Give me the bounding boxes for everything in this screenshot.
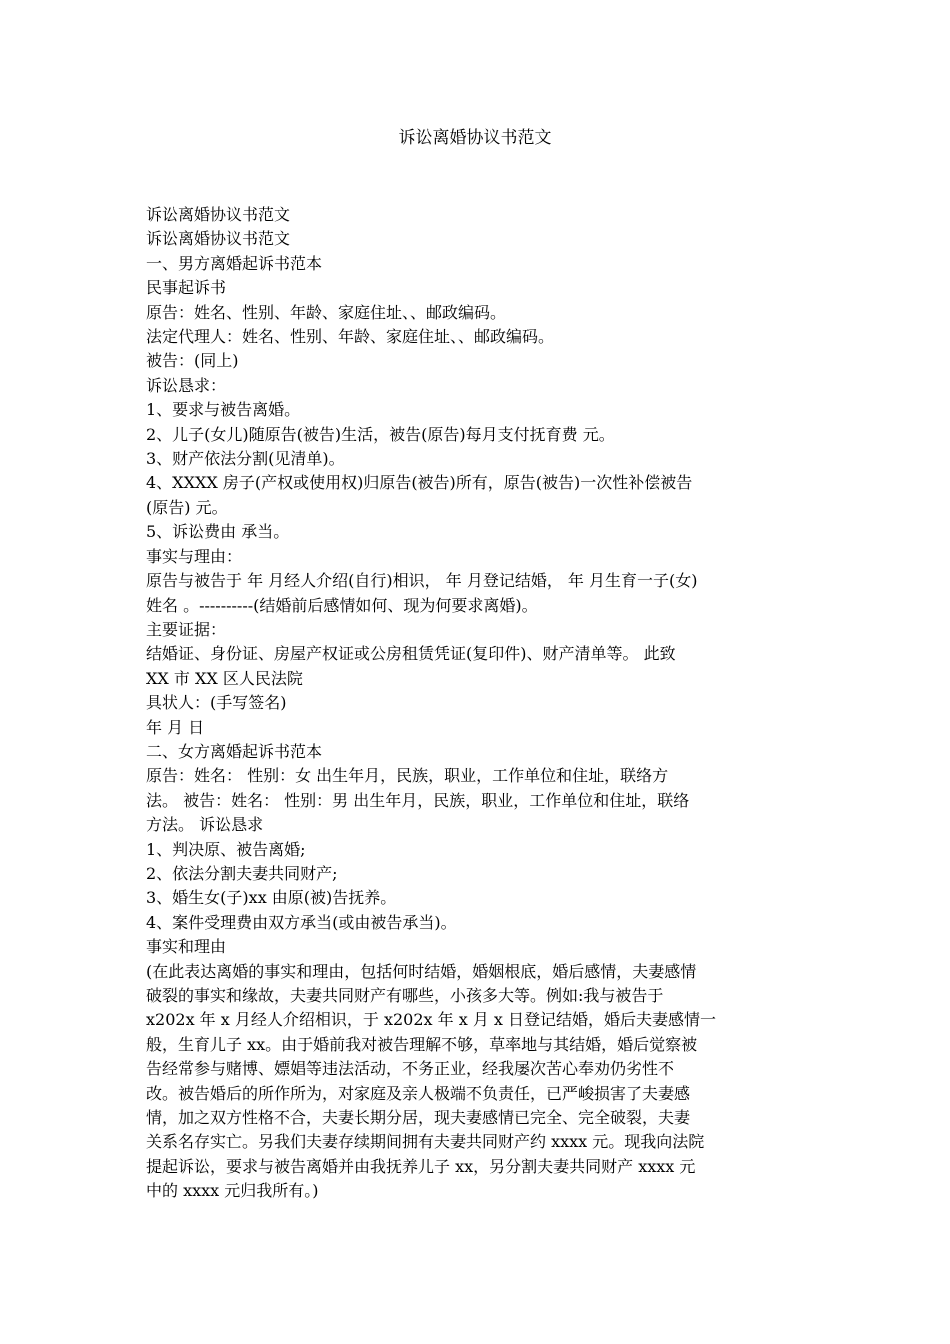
text-line: 关系名存实亡。另我们夫妻存续期间拥有夫妻共同财产约 xxxx 元。现我向法院 bbox=[146, 1132, 705, 1152]
text-line: 诉讼恳求： bbox=[146, 375, 227, 395]
text-line: 5、诉讼费由 承当。 bbox=[146, 522, 290, 542]
text-line: 事实和理由 bbox=[146, 937, 227, 957]
text-line: 3、财产依法分割(见清单)。 bbox=[146, 449, 345, 469]
text-line: 4、XXXX 房子(产权或使用权)归原告(被告)所有，原告(被告)一次性补偿被告 bbox=[146, 473, 693, 493]
text-line: 原告与被告于 年 月经人介绍(自行)相识， 年 月登记结婚， 年 月生育一子(女) bbox=[146, 571, 698, 591]
text-line: 提起诉讼，要求与被告离婚并由我抚养儿子 xx，另分割夫妻共同财产 xxxx 元 bbox=[146, 1156, 696, 1176]
text-line: 二、女方离婚起诉书范本 bbox=[146, 741, 323, 761]
text-line: 民事起诉书 bbox=[146, 278, 227, 298]
text-line: 诉讼离婚协议书范文 bbox=[146, 229, 291, 249]
text-line: XX 市 XX 区人民法院 bbox=[146, 668, 303, 688]
text-line: 4、案件受理费由双方承当(或由被告承当)。 bbox=[146, 912, 457, 932]
text-line: 事实与理由： bbox=[146, 546, 243, 566]
text-line: 中的 xxxx 元归我所有。) bbox=[146, 1181, 319, 1201]
text-line: 被告：(同上) bbox=[146, 351, 239, 371]
text-line: 主要证据： bbox=[146, 619, 227, 639]
document-body bbox=[146, 203, 806, 1204]
text-line: 2、儿子(女儿)随原告(被告)生活，被告(原告)每月支付抚育费 元。 bbox=[146, 424, 615, 444]
text-line: 情，加之双方性格不合，夫妻长期分居，现夫妻感情已完全、完全破裂，夫妻 bbox=[146, 1108, 691, 1128]
text-line: 年 月 日 bbox=[146, 717, 205, 737]
text-line: 1、判决原、被告离婚; bbox=[146, 839, 306, 859]
text-line: 法定代理人：姓名、性别、年龄、家庭住址、、邮政编码。 bbox=[146, 327, 555, 347]
text-line: (在此表达离婚的事实和理由，包括何时结婚，婚姻根底，婚后感情，夫妻感情 bbox=[146, 961, 697, 981]
text-line: 结婚证、身份证、房屋产权证或公房租赁凭证(复印件)、财产清单等。 此致 bbox=[146, 644, 676, 664]
text-line: 具状人：(手写签名) bbox=[146, 693, 287, 713]
text-line: 告经常参与赌博、嫖娼等违法活动，不务正业，经我屡次苦心奉劝仍劣性不 bbox=[146, 1059, 675, 1079]
text-line: 1、要求与被告离婚。 bbox=[146, 400, 301, 420]
text-line: 方法。 诉讼恳求 bbox=[146, 815, 264, 835]
text-line: 破裂的事实和缘故，夫妻共同财产有哪些，小孩多大等。例如:我与被告于 bbox=[146, 986, 664, 1005]
text-line: (原告) 元。 bbox=[146, 497, 228, 517]
text-line: 诉讼离婚协议书范文 bbox=[146, 205, 291, 224]
text-line: 改。被告婚后的所作所为，对家庭及亲人极端不负责任，已严峻损害了夫妻感 bbox=[146, 1083, 691, 1103]
text-line: 原告：姓名： 性别：女 出生年月，民族，职业，工作单位和住址，联络方 bbox=[146, 766, 669, 786]
text-line: 法。 被告：姓名： 性别：男 出生年月，民族，职业，工作单位和住址，联络 bbox=[146, 790, 690, 810]
text-line: 般，生育儿子 xx。由于婚前我对被告理解不够，草率地与其结婚，婚后觉察被 bbox=[146, 1034, 698, 1054]
text-line: 2、依法分割夫妻共同财产; bbox=[146, 863, 338, 883]
text-line: 姓名 。----------(结婚前后感情如何、现为何要求离婚)。 bbox=[146, 595, 538, 615]
text-line: 原告：姓名、性别、年龄、家庭住址、、邮政编码。 bbox=[146, 302, 507, 322]
text-line: 3、婚生女(子)xx 由原(被)告抚养。 bbox=[146, 888, 397, 908]
text-line: 一、男方离婚起诉书范本 bbox=[146, 253, 323, 273]
text-line: x202x 年 x 月经人介绍相识，于 x202x 年 x 月 x 日登记结婚，婚后夫妻感情一 bbox=[146, 1010, 717, 1030]
document-title: 诉讼离婚协议书范文 bbox=[398, 128, 552, 148]
